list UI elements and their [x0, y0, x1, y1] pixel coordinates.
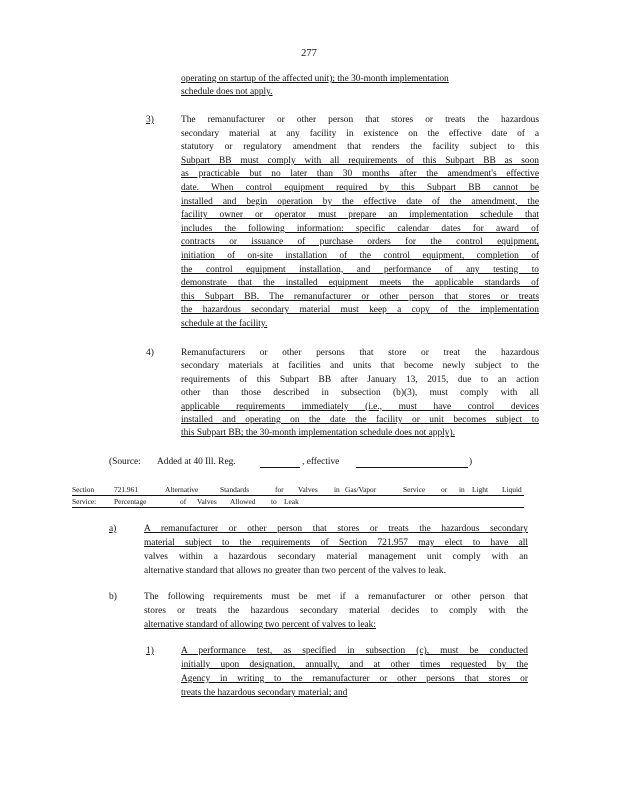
text-line: secondary material at any facility in existence on the effective date of a [181, 128, 539, 139]
heading-word: Service [403, 485, 426, 494]
heading-word: Allowed [230, 497, 256, 506]
heading-word: in [334, 485, 340, 494]
source-close: ) [469, 457, 473, 467]
heading-word: or [441, 485, 448, 494]
text-line: initially upon designation, annually, and at other times requested by the [181, 660, 528, 670]
heading-word: Percentage [114, 497, 147, 506]
text-line: Subpart BB must comply with all requirements of this Subpart BB as soon [181, 155, 539, 166]
heading-word: Standards [220, 485, 250, 494]
text-line: The remanufacturer or other person that stores or treats the hazardous [181, 115, 539, 125]
continuation-line: schedule does not apply. [181, 87, 273, 97]
para-b-label: b) [109, 592, 117, 602]
text-line: Agency in writing to the remanufacturer or other persons that stores or [181, 674, 528, 684]
text-line: the control equipment installation, and performance of any testing to [181, 264, 539, 275]
text-line: this Subpart BB. The remanufacturer or other person that stores or treats [181, 291, 539, 302]
text-line: the hazardous secondary material must keep a copy of the implementation [181, 305, 539, 316]
para-a-label: a) [109, 524, 117, 534]
text-line: contracts or issuance of purchase orders for the control equipment, [181, 237, 539, 248]
text-line: statutory or regulatory amendment that renders the facility subject to this [181, 142, 539, 153]
item-4-label: 4) [146, 348, 154, 358]
continuation-line: operating on startup of the affected unit); the 30-month implementation [181, 74, 449, 84]
text-line: date. When control equipment required by this Subpart BB cannot be [181, 183, 539, 193]
text-line: schedule at the facility. [181, 319, 268, 329]
heading-word: Service: [72, 497, 97, 506]
text-line: treats the hazardous secondary material; and [181, 688, 348, 698]
text-line: other than those described in subsection (b)(3), must comply with all [181, 388, 539, 399]
text-line: initiation of on-site installation of the control equipment, completion of [181, 251, 539, 261]
heading-word: Valves [298, 485, 318, 494]
text-line: demonstrate that the installed equipment meets the applicable standards of [181, 278, 539, 289]
section-heading [72, 484, 524, 508]
heading-word: Valves [197, 497, 217, 506]
text-line: as practicable but no later than 30 months after the amendment's effective [181, 169, 539, 180]
item-3-label: 3) [146, 115, 154, 125]
heading-word: Gas/Vapor [345, 485, 377, 494]
source-register-blank [260, 456, 300, 468]
heading-word: of [180, 497, 187, 506]
heading-word: 721.961 [114, 485, 139, 494]
text-line: requirements of this Subpart BB after January 13, 2015, due to an action [181, 374, 539, 385]
text-line: installed and operating on the date the facility or unit becomes subject to [181, 415, 539, 425]
section-heading-row-2 [72, 496, 524, 508]
text-line: secondary materials at facilities and units that become newly subject to the [181, 361, 539, 372]
heading-word: for [275, 485, 284, 494]
source-date-blank [356, 456, 468, 468]
page-number: 277 [301, 48, 317, 59]
text-line: alternative standard that allows no greater than two percent of the valves to leak. [144, 566, 446, 576]
text-line: installed and begin operation by the effective date of the amendment, the [181, 196, 539, 207]
heading-word: Light [472, 485, 489, 494]
text-line: material subject to the requirements of Section 721.957 may elect to have all [144, 538, 528, 548]
text-line: includes the following information: specific calendar dates for award of [181, 223, 539, 234]
text-line: The following requirements must be met if a remanufacturer or other person that [144, 592, 528, 602]
source-added: Added at 40 Ill. Reg. [157, 457, 236, 467]
text-line: A performance test, as specified in subsection (c), must be conducted [181, 646, 528, 656]
text-line: applicable requirements immediately (i.e., must have control devices [181, 401, 539, 412]
text-line: valves within a hazardous secondary material management unit comply with an [144, 552, 528, 562]
heading-word: Leak [284, 497, 299, 506]
text-line: Remanufacturers or other persons that store or treat the hazardous [181, 348, 539, 358]
text-line: facility owner or operator must prepare an implementation schedule that [181, 210, 539, 221]
heading-word: Alternative [165, 485, 199, 494]
heading-word: Section [72, 485, 95, 494]
source-effective: , effective [302, 457, 340, 467]
heading-word: to [271, 497, 277, 506]
text-line: stores or treats the hazardous secondary material decides to comply with the [144, 606, 528, 616]
text-line: this Subpart BB; the 30-month implementation schedule does not apply). [181, 428, 455, 439]
text-line: alternative standard of allowing two percent of valves to leak: [144, 620, 376, 630]
para-b1-label: 1) [146, 646, 154, 656]
heading-word: in [459, 485, 465, 494]
source-prefix: (Source: [109, 457, 141, 467]
heading-word: Liquid [502, 485, 522, 494]
section-heading-row-1 [72, 484, 524, 496]
text-line: A remanufacturer or other person that stores or treats the hazardous secondary [144, 524, 528, 534]
